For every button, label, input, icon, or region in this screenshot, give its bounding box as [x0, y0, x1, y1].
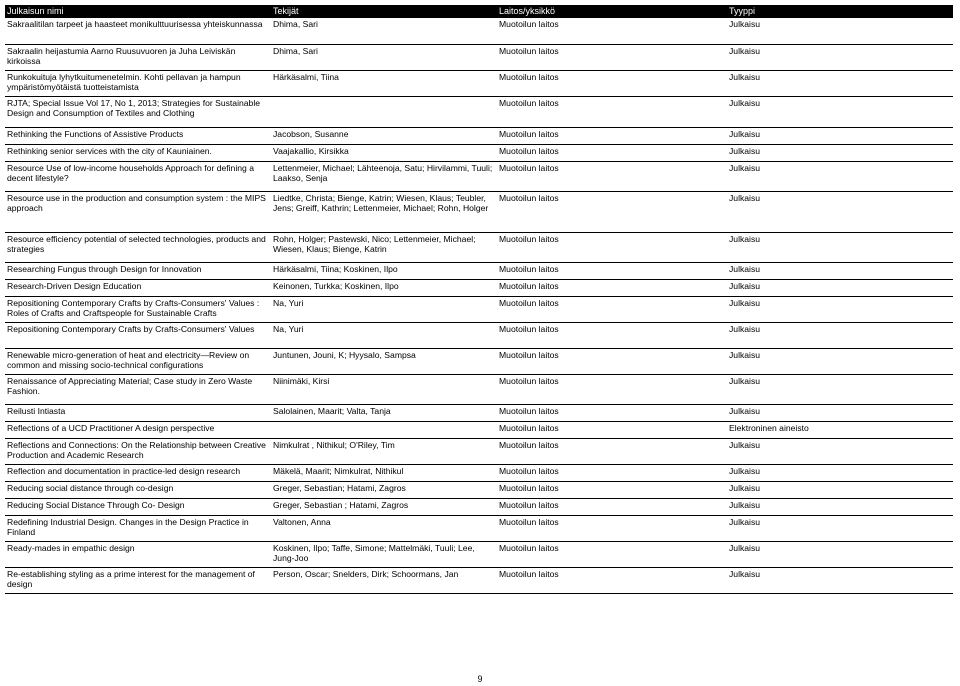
type-cell: Julkaisu	[727, 144, 953, 161]
authors-cell: Na, Yuri	[271, 322, 497, 348]
publication-title-cell: Reflection and documentation in practice-led design research	[5, 464, 271, 481]
type-cell: Julkaisu	[727, 96, 953, 127]
department-cell: Muotoilun laitos	[497, 421, 727, 438]
type-cell: Julkaisu	[727, 70, 953, 96]
department-cell: Muotoilun laitos	[497, 96, 727, 127]
department-cell: Muotoilun laitos	[497, 296, 727, 322]
type-cell: Julkaisu	[727, 515, 953, 541]
publication-title-cell: Sakraalin heijastumia Aarno Ruusuvuoren ja Juha Leiviskän kirkoissa	[5, 44, 271, 70]
table-row	[5, 144, 953, 161]
type-cell: Julkaisu	[727, 232, 953, 262]
authors-cell: Dhima, Sari	[271, 18, 497, 44]
department-cell: Muotoilun laitos	[497, 464, 727, 481]
authors-cell: Person, Oscar; Snelders, Dirk; Schoormans, Jan	[271, 567, 497, 593]
publication-title-cell: Runkokuituja lyhytkuitumenetelmin. Kohti pellavan ja hampun ympäristömyötäistä tuotteistamista	[5, 70, 271, 96]
authors-cell	[271, 96, 497, 127]
department-cell: Muotoilun laitos	[497, 404, 727, 421]
authors-cell: Keinonen, Turkka; Koskinen, Ilpo	[271, 279, 497, 296]
table-row	[5, 70, 953, 96]
table-row	[5, 44, 953, 70]
table-row	[5, 262, 953, 279]
table-row	[5, 374, 953, 404]
department-cell: Muotoilun laitos	[497, 70, 727, 96]
table-row	[5, 296, 953, 322]
header-department: Laitos/yksikkö	[497, 5, 727, 18]
type-cell: Julkaisu	[727, 348, 953, 374]
authors-cell: Dhima, Sari	[271, 44, 497, 70]
type-cell: Julkaisu	[727, 374, 953, 404]
publication-title-cell: Renewable micro-generation of heat and electricity—Review on common and missing socio-technical configurations	[5, 348, 271, 374]
table-row	[5, 96, 953, 127]
publication-title-cell: Repositioning Contemporary Crafts by Crafts-Consumers' Values	[5, 322, 271, 348]
publication-title-cell: Rethinking senior services with the city of Kauniainen.	[5, 144, 271, 161]
publication-title-cell: Reflections and Connections: On the Relationship between Creative Production and Academic Research	[5, 438, 271, 464]
publication-title-cell: Re-establishing styling as a prime interest for the management of design	[5, 567, 271, 593]
publication-title-cell: RJTA; Special Issue Vol 17, No 1, 2013; Strategies for Sustainable Design and Consumption of Textiles and Clothing	[5, 96, 271, 127]
type-cell: Julkaisu	[727, 498, 953, 515]
authors-cell: Jacobson, Susanne	[271, 127, 497, 144]
type-cell: Julkaisu	[727, 438, 953, 464]
header-publication-name: Julkaisun nimi	[5, 5, 271, 18]
department-cell: Muotoilun laitos	[497, 541, 727, 567]
department-cell: Muotoilun laitos	[497, 374, 727, 404]
type-cell: Julkaisu	[727, 541, 953, 567]
table-row	[5, 541, 953, 567]
page-number: 9	[477, 674, 483, 684]
department-cell: Muotoilun laitos	[497, 348, 727, 374]
type-cell: Julkaisu	[727, 262, 953, 279]
table-header-row	[5, 5, 953, 18]
type-cell: Julkaisu	[727, 44, 953, 70]
type-cell: Elektroninen aineisto	[727, 421, 953, 438]
authors-cell: Niinimäki, Kirsi	[271, 374, 497, 404]
table-row	[5, 481, 953, 498]
authors-cell: Na, Yuri	[271, 296, 497, 322]
table-row	[5, 322, 953, 348]
type-cell: Julkaisu	[727, 296, 953, 322]
authors-cell: Greger, Sebastian; Hatami, Zagros	[271, 481, 497, 498]
department-cell: Muotoilun laitos	[497, 322, 727, 348]
authors-cell: Valtonen, Anna	[271, 515, 497, 541]
publication-title-cell: Researching Fungus through Design for Innovation	[5, 262, 271, 279]
publication-title-cell: Resource use in the production and consumption system : the MIPS approach	[5, 191, 271, 232]
table-row	[5, 279, 953, 296]
publication-title-cell: Redefining Industrial Design. Changes in the Design Practice in Finland	[5, 515, 271, 541]
type-cell: Julkaisu	[727, 322, 953, 348]
publication-title-cell: Reducing social distance through co-design	[5, 481, 271, 498]
authors-cell: Lettenmeier, Michael; Lähteenoja, Satu; Hirvilammi, Tuuli; Laakso, Senja	[271, 161, 497, 191]
publication-title-cell: Repositioning Contemporary Crafts by Crafts-Consumers' Values : Roles of Crafts and Craftspeople for Sustainable Crafts	[5, 296, 271, 322]
table-row	[5, 127, 953, 144]
authors-cell: Juntunen, Jouni, K; Hyysalo, Sampsa	[271, 348, 497, 374]
publication-title-cell: Resource Use of low-income households Approach for defining a decent lifestyle?	[5, 161, 271, 191]
table-row	[5, 498, 953, 515]
table-row	[5, 161, 953, 191]
authors-cell: Salolainen, Maarit; Valta, Tanja	[271, 404, 497, 421]
publication-title-cell: Rethinking the Functions of Assistive Products	[5, 127, 271, 144]
authors-cell: Rohn, Holger; Pastewski, Nico; Lettenmeier, Michael; Wiesen, Klaus; Bienge, Katrin	[271, 232, 497, 262]
authors-cell: Greger, Sebastian ; Hatami, Zagros	[271, 498, 497, 515]
department-cell: Muotoilun laitos	[497, 279, 727, 296]
publication-title-cell: Sakraalitilan tarpeet ja haasteet monikulttuurisessa yhteiskunnassa	[5, 18, 271, 44]
publications-table	[5, 5, 953, 594]
department-cell: Muotoilun laitos	[497, 515, 727, 541]
publication-title-cell: Resource efficiency potential of selected technologies, products and strategies	[5, 232, 271, 262]
department-cell: Muotoilun laitos	[497, 498, 727, 515]
table-row	[5, 515, 953, 541]
department-cell: Muotoilun laitos	[497, 567, 727, 593]
type-cell: Julkaisu	[727, 279, 953, 296]
header-type: Tyyppi	[727, 5, 953, 18]
authors-cell: Liedtke, Christa; Bienge, Katrin; Wiesen, Klaus; Teubler, Jens; Greiff, Kathrin; Lettenmeier, Michael; Rohn, Holger	[271, 191, 497, 232]
table-row	[5, 191, 953, 232]
publication-title-cell: Reducing Social Distance Through Co- Design	[5, 498, 271, 515]
type-cell: Julkaisu	[727, 18, 953, 44]
type-cell: Julkaisu	[727, 127, 953, 144]
table-row	[5, 464, 953, 481]
department-cell: Muotoilun laitos	[497, 438, 727, 464]
type-cell: Julkaisu	[727, 191, 953, 232]
authors-cell: Koskinen, Ilpo; Taffe, Simone; Mattelmäki, Tuuli; Lee, Jung-Joo	[271, 541, 497, 567]
table-row	[5, 421, 953, 438]
department-cell: Muotoilun laitos	[497, 44, 727, 70]
department-cell: Muotoilun laitos	[497, 144, 727, 161]
department-cell: Muotoilun laitos	[497, 232, 727, 262]
department-cell: Muotoilun laitos	[497, 481, 727, 498]
authors-cell	[271, 421, 497, 438]
table-row	[5, 18, 953, 44]
authors-cell: Nimkulrat , Nithikul; O'Riley, Tim	[271, 438, 497, 464]
table-row	[5, 438, 953, 464]
table-row	[5, 567, 953, 593]
table-row	[5, 404, 953, 421]
type-cell: Julkaisu	[727, 464, 953, 481]
table-row	[5, 232, 953, 262]
authors-cell: Härkäsalmi, Tiina; Koskinen, Ilpo	[271, 262, 497, 279]
type-cell: Julkaisu	[727, 567, 953, 593]
table-row	[5, 348, 953, 374]
department-cell: Muotoilun laitos	[497, 161, 727, 191]
publication-title-cell: Ready-mades in empathic design	[5, 541, 271, 567]
type-cell: Julkaisu	[727, 481, 953, 498]
publication-title-cell: Reilusti Intiasta	[5, 404, 271, 421]
authors-cell: Härkäsalmi, Tiina	[271, 70, 497, 96]
department-cell: Muotoilun laitos	[497, 18, 727, 44]
publication-title-cell: Reflections of a UCD Practitioner A design perspective	[5, 421, 271, 438]
authors-cell: Vaajakallio, Kirsikka	[271, 144, 497, 161]
department-cell: Muotoilun laitos	[497, 127, 727, 144]
type-cell: Julkaisu	[727, 404, 953, 421]
department-cell: Muotoilun laitos	[497, 262, 727, 279]
department-cell: Muotoilun laitos	[497, 191, 727, 232]
type-cell: Julkaisu	[727, 161, 953, 191]
authors-cell: Mäkelä, Maarit; Nimkulrat, Nithikul	[271, 464, 497, 481]
publication-title-cell: Research-Driven Design Education	[5, 279, 271, 296]
publication-title-cell: Renaissance of Appreciating Material; Case study in Zero Waste Fashion.	[5, 374, 271, 404]
header-authors: Tekijät	[271, 5, 497, 18]
